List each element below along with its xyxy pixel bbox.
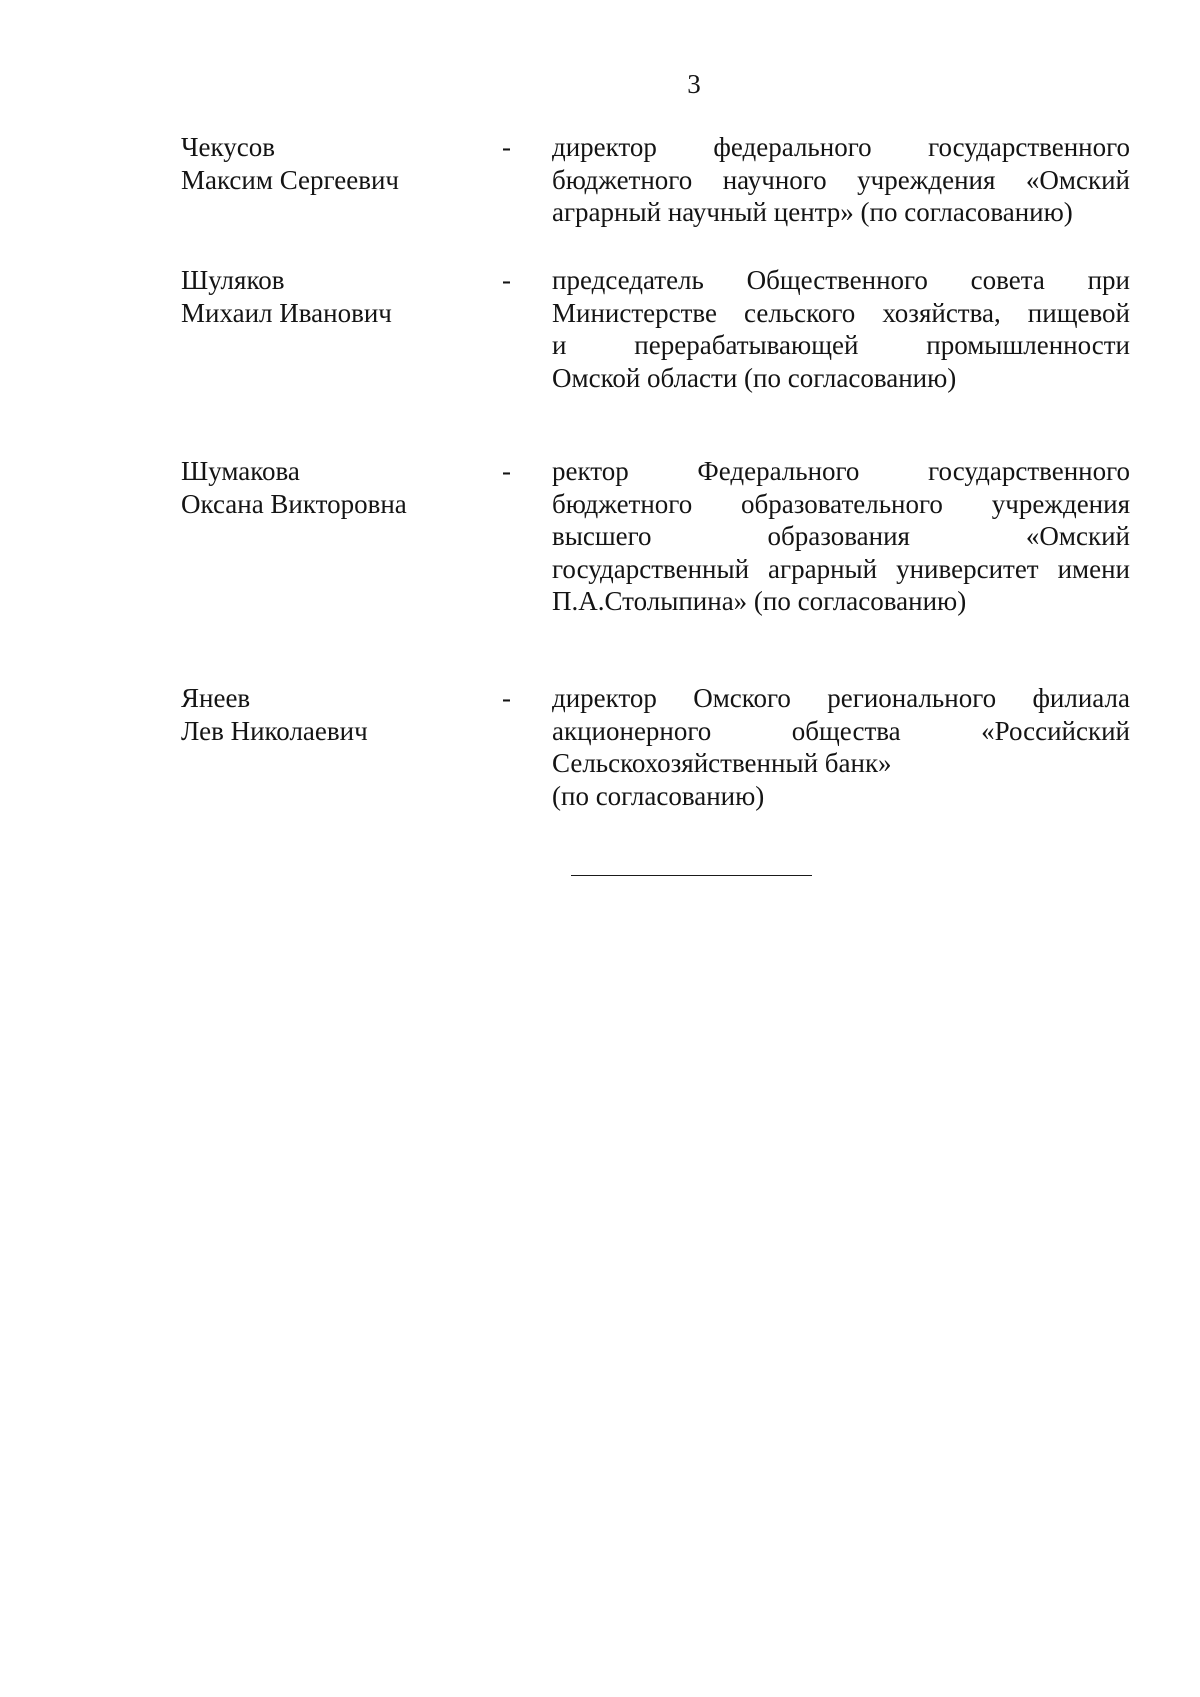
end-of-list-rule	[571, 875, 812, 876]
dash-separator: -	[502, 456, 511, 486]
member-position	[552, 682, 1130, 812]
position-line: Омской области (по согласованию)	[552, 362, 957, 393]
member-position	[552, 455, 1130, 618]
position-line: Министерстве сельского хозяйства, пищевой	[552, 297, 1130, 328]
member-name	[181, 455, 481, 520]
position-line: бюджетного образовательного учреждения	[552, 488, 1130, 519]
member-position	[552, 131, 1130, 229]
position-line: Сельскохозяйственный банк»	[552, 748, 892, 778]
page-number: 3	[687, 69, 701, 99]
member-given-names: Максим Сергеевич	[181, 164, 399, 195]
member-surname: Шуляков	[181, 265, 285, 295]
member-position	[552, 264, 1130, 394]
position-line: и перерабатывающей промышленности	[552, 330, 1130, 360]
position-line: высшего образования «Омский	[552, 521, 1130, 551]
position-line: бюджетного научного учреждения «Омский	[552, 164, 1130, 195]
position-line: П.А.Столыпина» (по согласованию)	[552, 586, 967, 616]
dash-separator: -	[502, 265, 511, 295]
dash-separator: -	[502, 132, 511, 162]
position-line: акционерного общества «Российский	[552, 715, 1130, 746]
member-given-names: Михаил Иванович	[181, 297, 392, 328]
member-given-names: Оксана Викторовна	[181, 488, 407, 519]
position-line: директор Омского регионального филиала	[552, 683, 1130, 713]
member-name	[181, 131, 481, 196]
member-surname: Чекусов	[181, 132, 275, 162]
dash-separator: -	[502, 683, 511, 713]
member-name	[181, 264, 481, 329]
position-line: (по согласованию)	[552, 780, 765, 811]
position-line: директор федерального государственного	[552, 132, 1130, 162]
position-line: председатель Общественного совета при	[552, 265, 1130, 295]
position-line: аграрный научный центр» (по согласованию)	[552, 197, 1073, 227]
position-line: государственный аграрный университет имени	[552, 553, 1130, 584]
member-surname: Шумакова	[181, 456, 300, 486]
member-given-names: Лев Николаевич	[181, 715, 368, 746]
member-name	[181, 682, 481, 747]
member-surname: Янеев	[181, 683, 251, 713]
position-line: ректор Федерального государственного	[552, 456, 1130, 486]
